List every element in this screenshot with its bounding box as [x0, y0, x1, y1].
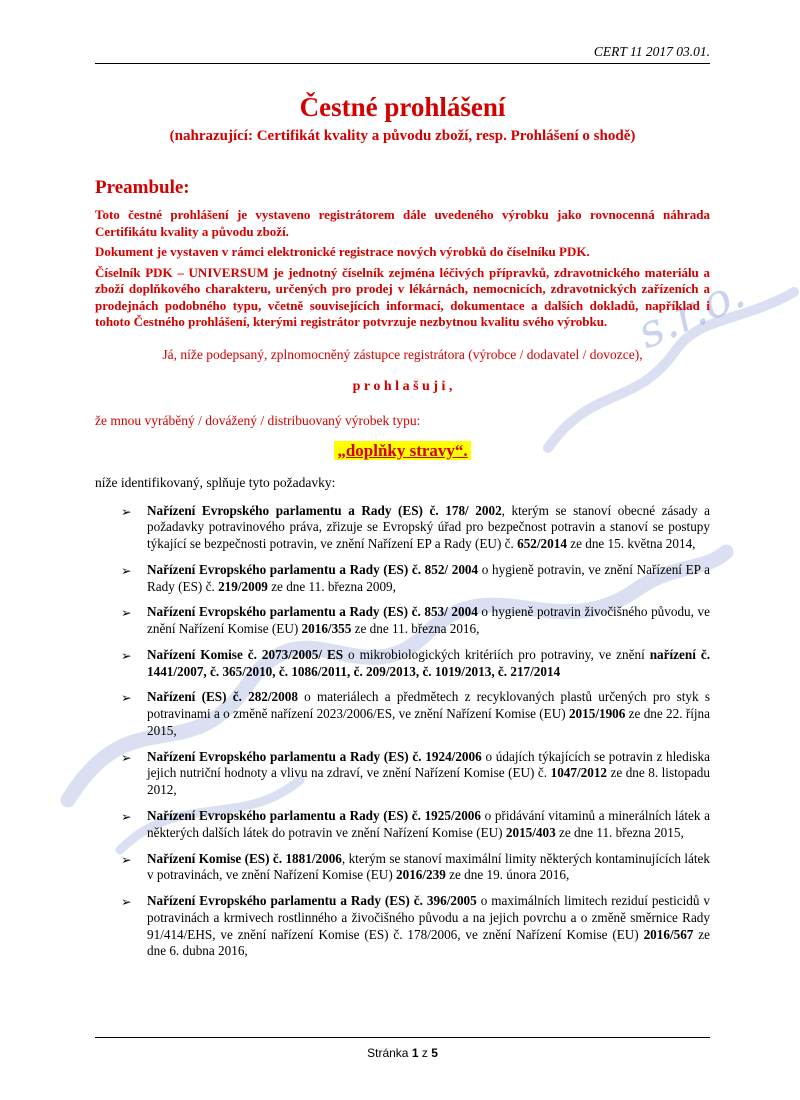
preamble-paragraph: Dokument je vystaven v rámci elektronické registrace nových výrobků do číselníku PDK. [95, 244, 590, 259]
arrow-bullet-icon: ➢ [121, 648, 132, 663]
requirement-text: Nařízení Evropského parlamentu a Rady (ES) č. 852/ 2004 o hygieně potravin, ve znění Nařízení EP a Rady (ES) č. 219/2009 ze dne 11. března 2009, [147, 561, 710, 594]
product-category-line [95, 441, 710, 461]
requirements-list [95, 503, 710, 961]
footer-total-pages: 5 [431, 1046, 438, 1060]
footer-label: Stránka [367, 1046, 409, 1060]
requirement-item [121, 808, 710, 842]
footer-page-number: 1 [411, 1046, 419, 1060]
requirement-text: Nařízení (ES) č. 282/2008 o materiálech a předmětech z recyklovaných plastů určených pro styk s potravinami a o změně nařízení 2023/2006/ES, ve znění Nařízení Komise (EU) 2015/1906 ze dne 22. října 2015, [147, 689, 710, 738]
requirement-item [121, 503, 710, 553]
arrow-bullet-icon: ➢ [121, 852, 132, 867]
preamble-paragraph: Číselník PDK – UNIVERSUM je jednotný číselník zejména léčivých přípravků, zdravotnického materiálu a zboží doplňkového charakteru, určených pro prodej v lékárnách, nemocnicích, zdravotnických zařízeních a prodejnách podobného typu, včetně souvisejících informací, dokumentace a dalších dokladů, například i tohoto Čestného prohlášení, kterými registrátor potvrzuje nezbytnou kvalitu svého výrobku. [95, 264, 710, 329]
arrow-bullet-icon: ➢ [121, 809, 132, 824]
header-rule [95, 63, 710, 64]
preamble-heading: Preambule: [95, 177, 190, 198]
requirement-item [121, 647, 710, 681]
watermark-text: s.r.o. [629, 264, 753, 360]
arrow-bullet-icon: ➢ [121, 750, 132, 765]
arrow-bullet-icon: ➢ [121, 563, 132, 578]
identified-line: níže identifikovaný, splňuje tyto požadavky: [95, 474, 336, 490]
document-header [95, 0, 710, 60]
requirement-text: Nařízení Evropského parlamentu a Rady (ES) č. 396/2005 o maximálních limitech reziduí pesticidů v potravinách a krmivech rostlinného a živočišného původu a na jejich povrchu a o změně směrnice Rady 91/414/EHS, ve znění nařízení Komise (ES) č. 178/2006, ve znění Nařízení Komise (EU) 2016/567 ze dne 6. dubna 2016, [147, 893, 710, 959]
declaration-intro: Já, níže podepsaný, zplnomocněný zástupce registrátora (výrobce / dodavatel / dovozce), [162, 346, 643, 362]
requirement-item [121, 604, 710, 638]
requirement-item [121, 893, 710, 960]
preamble-paragraph: Toto čestné prohlášení je vystaveno registrátorem dále uvedeného výrobku jako rovnocenná náhrada Certifikátu kvality a původu zboží. [95, 207, 710, 239]
requirement-item [121, 851, 710, 885]
requirement-item [121, 689, 710, 739]
document-subtitle: (nahrazující: Certifikát kvality a původu zboží, resp. Prohlášení o shodě) [169, 128, 636, 144]
arrow-bullet-icon: ➢ [121, 606, 132, 621]
requirement-text: Nařízení Evropského parlamentu a Rady (ES) č. 1924/2006 o údajích týkajících se potravin z hlediska jejich nutriční hodnoty a vlivu na zdraví, ve znění Nařízení Komise (EU) č. 1047/2012 ze dne 8. listopadu 2012, [147, 748, 710, 798]
product-type-line: že mnou vyráběný / dovážený / distribuovaný výrobek typu: [95, 412, 421, 428]
page-footer [95, 1037, 710, 1060]
requirement-item [121, 749, 710, 799]
declaration-word: p r o h l a š u j i , [352, 378, 453, 394]
requirement-text: Nařízení Evropského parlamentu a Rady (ES) č. 178/ 2002, kterým se stanoví obecné zásady a požadavky potravinového práva, zřizuje se Evropský úřad pro bezpečnost potravin a stanoví se postupy týkající se bezpečnosti potravin, ve znění Nařízení EP a Rady (EU) č. 652/2014 ze dne 15. května 2014, [147, 502, 710, 552]
arrow-bullet-icon: ➢ [121, 895, 132, 910]
requirement-text: Nařízení Evropského parlamentu a Rady (ES) č. 1925/2006 o přidávání vitaminů a minerálních látek a některých dalších látek do potravin ve znění Nařízení Komise (EU) 2015/403 ze dne 11. března 2015, [147, 807, 710, 840]
header-reference: CERT 11 2017 03.01. [593, 44, 710, 59]
document-title: Čestné prohlášení [299, 92, 506, 122]
requirement-item [121, 562, 710, 596]
requirement-text: Nařízení Komise č. 2073/2005/ ES o mikrobiologických kritériích pro potraviny, ve znění nařízení č. 1441/2007, č. 365/2010, č. 1086/2011, č. 209/2013, č. 1019/2013, č. 217/2014 [147, 646, 710, 679]
footer-of: z [421, 1046, 428, 1060]
arrow-bullet-icon: ➢ [121, 504, 132, 519]
arrow-bullet-icon: ➢ [121, 691, 132, 706]
requirement-text: Nařízení Evropského parlamentu a Rady (ES) č. 853/ 2004 o hygieně potravin živočišného původu, ve znění Nařízení Komise (EU) 2016/355 ze dne 11. března 2016, [147, 604, 710, 637]
product-category-highlight: „doplňky stravy“. [334, 441, 470, 460]
requirement-text: Nařízení Komise (ES) č. 1881/2006, kterým se stanoví maximální limity některých kontaminujících látek v potravinách, ve znění Nařízení Komise (EU) 2016/239 ze dne 19. února 2016, [147, 850, 710, 883]
